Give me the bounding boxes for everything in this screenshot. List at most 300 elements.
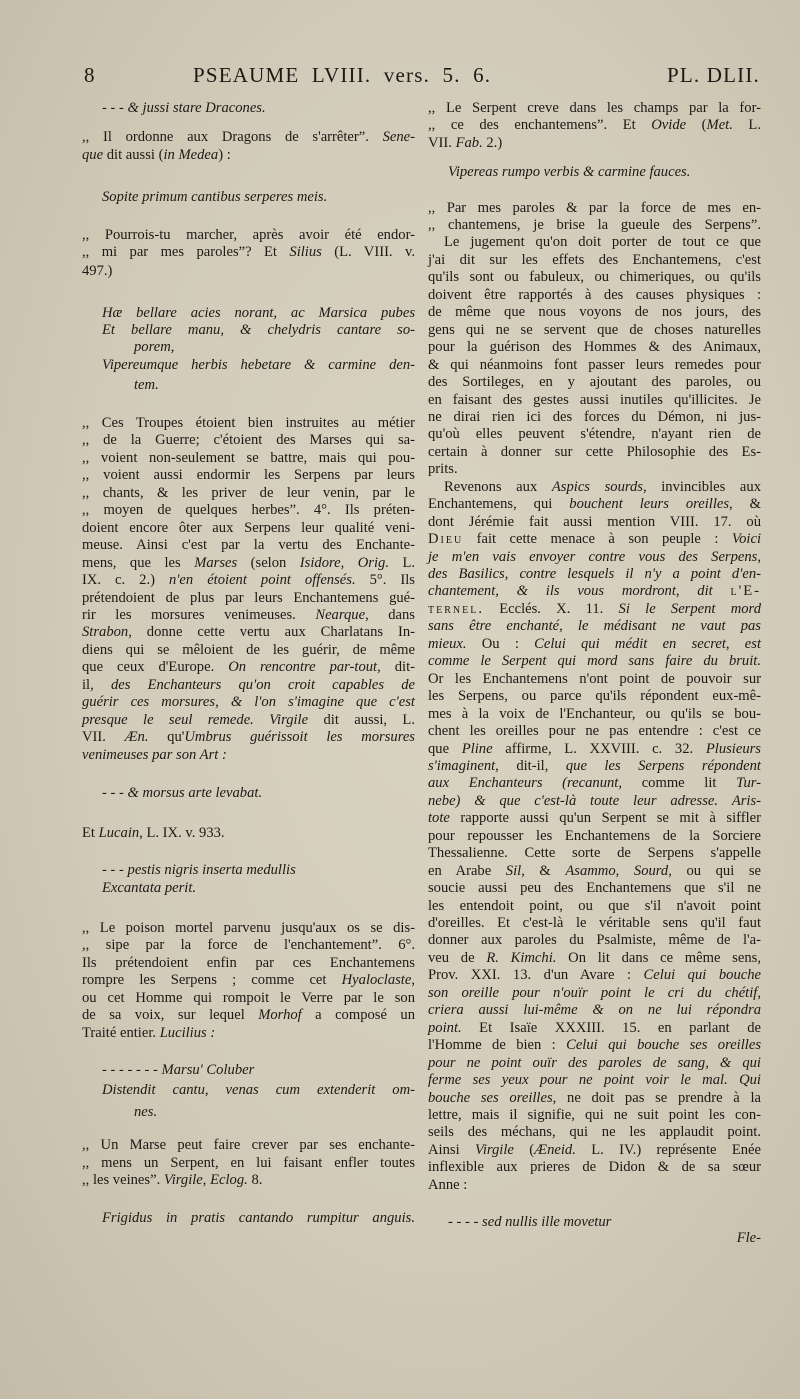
roman-text: qu'où elles peuvent s'étendre, n'ayant rien de [428, 426, 761, 443]
text-line [428, 548, 761, 566]
text-line [428, 1001, 761, 1019]
verse-line [134, 338, 415, 356]
text-line [428, 1141, 761, 1159]
roman-text: (L. VIII. v. [321, 244, 415, 260]
roman-text: ,, mens un Serpent, en lui faisant enfler toutes [82, 1155, 415, 1171]
roman-text: ne dirai rien ici des forces du Démon, ni jus- [428, 408, 761, 425]
roman-text: pour la guérison des Hommes & des Animaux, [428, 339, 761, 356]
verse-line [102, 784, 415, 802]
text-line [428, 862, 761, 880]
text-line [428, 565, 761, 583]
text-line [428, 757, 761, 775]
roman-text: chent les oreilles pour ne pas entendre : c'est ce [428, 723, 761, 740]
roman-text: ( [686, 117, 707, 133]
text-line [428, 356, 761, 374]
italic-text: Frigidus in pratis cantando rumpitur anguis. [102, 1210, 415, 1226]
italic-text: Æneid. [534, 1141, 576, 1158]
text-line [82, 824, 415, 842]
roman-text: des Sortileges, en y ajoutant des paroles, ou [428, 374, 761, 391]
italic-text: Lucain [98, 825, 140, 841]
text-line [82, 971, 415, 989]
roman-text: , dans [365, 606, 415, 623]
text-line [82, 501, 415, 519]
italic-text: Eclog. [210, 1172, 248, 1188]
italic-text: - - - - sed nullis ille movetur [448, 1214, 612, 1230]
italic-text: Vipereumque herbis hebetare & carmine den- [102, 357, 415, 373]
roman-text: ,, voient aussi endormir les Serpens par leurs [82, 467, 415, 484]
roman-text: dit aussi ( [103, 147, 164, 163]
roman-text: ,, Le Serpent creve dans les champs par la for- [428, 100, 761, 116]
italic-text: guérir ces morsures, & l'on s'imagine que c'est [82, 694, 415, 711]
text-line [428, 914, 761, 932]
roman-text: il, [82, 676, 111, 693]
text-line [428, 443, 761, 461]
text-line [428, 617, 761, 635]
italic-text: in Medea [163, 147, 219, 163]
text-line [428, 670, 761, 688]
italic-text: Nearque [315, 606, 366, 623]
italic-text: point. [428, 1019, 462, 1036]
italic-text: bouchent leurs oreilles [569, 496, 730, 513]
text-line [428, 303, 761, 321]
roman-text: , [202, 1172, 211, 1188]
roman-text [713, 583, 731, 599]
roman-text: ,, voient non-seulement se battre, mais qui pou- [82, 449, 415, 466]
roman-text: de même que nous voyons de nos jours, des [428, 304, 761, 321]
italic-text: n'en étoient point offensés. [169, 572, 356, 589]
text-line [428, 1176, 761, 1194]
roman-text: Or les Enchantemens n'ont point de pouvoir sur [428, 670, 761, 687]
roman-text: Le jugement qu'on doit porter de tout ce que [444, 234, 761, 251]
verse-line [102, 356, 415, 374]
italic-text: Distendit cantu, venas cum extenderit om- [102, 1082, 415, 1098]
italic-text: Sourd [633, 862, 669, 879]
text-line [428, 1106, 761, 1124]
italic-text: Tur- [736, 775, 761, 792]
roman-text: dont Jérémie fait aussi mention VIII. 17. où [428, 513, 761, 530]
roman-text: certain à donner sur cette Philosophie des Es- [428, 443, 761, 460]
roman-text: , comme lit [618, 775, 737, 792]
roman-text: Prov. XXI. 13. d'un Avare : [428, 967, 644, 984]
text-line [428, 705, 761, 723]
italic-text: mieux. [428, 635, 467, 652]
roman-text: ,, Un Marse peut faire crever par ses enchante- [82, 1137, 415, 1153]
text-line [428, 251, 761, 269]
text-line [428, 199, 761, 217]
roman-text: ,, chantemens, je brise la gueule des Serpens”. [428, 217, 761, 233]
text-line [82, 484, 415, 502]
roman-text: Ecclés. X. 11. [483, 600, 619, 617]
roman-text: ,, moyen de quelques herbes”. 4°. Ils préten- [82, 502, 415, 519]
roman-text: meuse. Ainsi c'est par la vertu des Enchante- [82, 537, 415, 554]
text-line [82, 589, 415, 607]
plate-number: PL. DLII. [666, 63, 760, 87]
roman-text: On lit dans ce même sens, [556, 949, 761, 966]
text-line [82, 919, 415, 937]
roman-text: Et Isaïe XXXIII. 15. en parlant de [461, 1019, 761, 1036]
italic-text: Virgile [163, 1172, 203, 1188]
italic-text: R. Kimchi. [486, 949, 557, 966]
italic-text: que les Serpens répondent [565, 757, 761, 774]
italic-text: Plusieurs [705, 740, 761, 757]
roman-text: doient encore ôter aux Serpens leur qualité veni- [82, 519, 415, 536]
roman-text: ou cet Homme qui rompoit le Verre par le son [82, 989, 415, 1006]
text-line [428, 792, 761, 810]
italic-text: nes. [134, 1104, 158, 1120]
text-line [428, 338, 761, 356]
italic-text: Celui qui bouche [643, 967, 761, 984]
roman-text: , [340, 554, 358, 571]
text-line [428, 1229, 761, 1247]
text-line [428, 373, 761, 391]
roman-text: gens qui ne se servent que de choses naturelles [428, 321, 761, 338]
text-line [428, 897, 761, 915]
italic-text: porem, [134, 339, 175, 355]
text-line [428, 652, 761, 670]
roman-text: ,, sipe par la force de l'enchantement”. 6°. [82, 937, 415, 954]
roman-text: , & [521, 862, 566, 879]
italic-text: Ovide [651, 117, 687, 133]
text-line [428, 1123, 761, 1141]
text-line [428, 1071, 761, 1089]
roman-text: les entendoit point, ou que s'il n'avoit point [428, 897, 761, 914]
text-line [82, 606, 415, 624]
roman-text: en faisant des gestes aussi inutiles qu'illicites. Je [428, 391, 761, 408]
roman-text: d'oreilles. Et c'est-là le véritable sens qu'il faut [428, 915, 761, 931]
roman-text: ,, mi par mes paroles”? Et [82, 244, 290, 260]
text-line [428, 774, 761, 792]
text-line [428, 809, 761, 827]
italic-text: s'imaginent [428, 757, 496, 774]
text-line [82, 728, 415, 746]
text-line [428, 931, 761, 949]
roman-text: ,, chants, & les priver de leur venin, par le [82, 484, 415, 501]
text-line [82, 536, 415, 554]
roman-text: prits. [428, 461, 458, 478]
verse-line [134, 376, 415, 394]
roman-text: , ne doit pas se prendre à la [552, 1089, 761, 1106]
italic-text: presque le seul remede. [82, 711, 254, 728]
italic-text: que [82, 147, 104, 163]
italic-text: Hæ bellare acies norant, ac Marsica pubes [102, 305, 415, 321]
text-line [428, 879, 761, 897]
roman-text: VII. [82, 729, 125, 746]
text-line [428, 984, 761, 1002]
roman-text: , L. IX. v. 933. [139, 825, 225, 841]
italic-text: Marses [194, 554, 238, 571]
text-line [82, 431, 415, 449]
roman-text: , [411, 972, 415, 989]
text-line [82, 936, 415, 954]
italic-text: nebe) & que c'est-là toute leur adresse. [428, 792, 719, 809]
text-line [428, 949, 761, 967]
verse-line [102, 304, 415, 322]
italic-text: sans être enchanté, le médisant ne vaut pas [428, 618, 761, 635]
text-line [428, 530, 761, 548]
text-line [82, 1006, 415, 1024]
italic-text: Met. [706, 117, 733, 133]
roman-text: Traité entier. [82, 1024, 160, 1041]
roman-text: qu'ils sont ou fabuleux, ou chimeriques, ou qu'ils [428, 269, 761, 286]
italic-text: bouche ses oreilles [428, 1089, 553, 1106]
roman-text: fait cette menace à son peuple : [463, 531, 732, 548]
roman-text: les Serpens, ou parce qu'ils répondent eux-mê- [428, 688, 761, 705]
text-line [82, 519, 415, 537]
roman-text: L. [388, 554, 416, 571]
text-line [428, 495, 761, 513]
italic-text: Isidore [299, 554, 341, 571]
roman-text: Ils prétendoient enfin par ces Enchantemens [82, 954, 415, 971]
roman-text: j'ai dit sur les effets des Enchantemens, c'est [428, 251, 761, 268]
left-column [82, 0, 415, 1300]
roman-text: ( [513, 1141, 535, 1158]
italic-text: Et bellare manu, & chelydris cantare so- [102, 322, 415, 338]
italic-text: Fab. [455, 135, 483, 151]
roman-text: doivent être rapportés à des causes physiques : [428, 286, 761, 303]
text-line [428, 268, 761, 286]
roman-text: rompre les Serpens ; comme cet [82, 972, 342, 989]
text-line [428, 460, 761, 478]
text-line [428, 582, 761, 600]
roman-text: ,, Il ordonne aux Dragons de s'arrêter”. [82, 129, 383, 145]
text-line [428, 286, 761, 304]
text-line [82, 146, 415, 164]
verse-line [102, 861, 415, 879]
small-caps-text: l'E- [730, 583, 761, 600]
text-line [82, 571, 415, 589]
text-line [82, 989, 415, 1007]
text-line [82, 243, 415, 261]
text-line [428, 99, 761, 117]
text-line [82, 414, 415, 432]
italic-text: tem. [134, 377, 159, 393]
text-line [428, 740, 761, 758]
italic-text: Fle- [736, 1230, 761, 1246]
italic-text: Excantata perit. [102, 880, 197, 896]
italic-text: des Enchanteurs qu'on croit capables de [110, 676, 415, 693]
italic-text: Sene- [382, 129, 415, 145]
roman-text: veu de [428, 949, 487, 966]
text-line [428, 321, 761, 339]
text-line [82, 1171, 415, 1189]
text-line [82, 623, 415, 641]
roman-text: ,, Ces Troupes étoient bien instruites au métier [82, 415, 415, 431]
roman-text: Ainsi [428, 1141, 475, 1158]
roman-text [718, 793, 732, 809]
text-line [428, 116, 761, 134]
italic-text: Orig. [357, 554, 389, 571]
text-line [428, 216, 761, 234]
italic-text: - - - pestis nigris inserta medullis [102, 862, 296, 878]
text-line [444, 233, 761, 251]
italic-text: comme le Serpent qui mord sans faire du bruit. [428, 653, 761, 670]
text-line [82, 262, 415, 280]
roman-text: 2.) [482, 135, 503, 151]
verse-line [102, 1061, 415, 1079]
italic-text: criera aussi lui-même & on ne lui répondra [428, 1002, 761, 1019]
italic-text: On rencontre par-tout [228, 659, 378, 676]
italic-text: Virgile [269, 711, 309, 728]
roman-text: 8. [247, 1172, 263, 1188]
roman-text: , dit- [377, 659, 415, 676]
text-line [428, 844, 761, 862]
roman-text: ,, les veines”. [82, 1172, 164, 1188]
italic-text: - - - & morsus arte levabat. [102, 785, 263, 801]
roman-text: affirme, L. XXVIII. c. 32. [492, 740, 706, 757]
italic-text: Celui qui bouche ses oreilles [566, 1037, 761, 1054]
roman-text: mens, que les [82, 554, 195, 571]
text-line [428, 1089, 761, 1107]
roman-text: , [615, 862, 634, 879]
roman-text: pour repousser les Enchantemens de la Sorciere [428, 827, 761, 844]
italic-text: - - - & jussi stare Dracones. [102, 100, 266, 116]
roman-text: rapporte aussi qu'un Serpent se mit à siffler [449, 810, 761, 827]
roman-text: inflexible aux prieres de Didon & de sa sœur [428, 1159, 761, 1176]
roman-text: Enchantemens, qui [428, 496, 570, 513]
italic-text: Strabon [82, 624, 129, 641]
text-line [428, 513, 761, 531]
roman-text: en Arabe [428, 862, 506, 879]
italic-text: - - - - - - - Marsu' Coluber [102, 1062, 255, 1078]
italic-text: son oreille pour n'ouïr point le cri du chétif, [428, 984, 761, 1001]
italic-text: Aris- [731, 792, 761, 809]
roman-text: & qui néanmoins font passer leurs remedes pour [428, 356, 761, 373]
text-line [428, 391, 761, 409]
roman-text: L. IV.) représente Enée [575, 1141, 761, 1158]
text-line [82, 676, 415, 694]
verse-line [102, 1081, 415, 1099]
roman-text: , & [729, 496, 761, 513]
text-line [82, 658, 415, 676]
text-line [82, 1024, 415, 1042]
verse-line [134, 1103, 415, 1121]
roman-text: , invincibles aux [642, 478, 761, 495]
italic-text: Celui qui médit en secret, est [534, 635, 761, 652]
verse-line [102, 1209, 415, 1227]
text-line [428, 600, 761, 618]
roman-text: l'Homme de bien : [428, 1037, 567, 1054]
roman-text: Anne : [428, 1176, 468, 1193]
text-line [428, 1054, 761, 1072]
roman-text: ,, Le poison mortel parvenu jusqu'aux os se dis- [82, 920, 415, 936]
text-line [82, 954, 415, 972]
text-line [82, 128, 415, 146]
verse-line [102, 879, 415, 897]
roman-text: , ou qui se [668, 862, 762, 879]
text-line [82, 693, 415, 711]
roman-text: Et [82, 825, 99, 841]
roman-text: dit aussi, L. [308, 711, 415, 728]
small-caps-text: ternel. [428, 600, 484, 617]
italic-text: Pline [461, 740, 493, 757]
text-line [428, 722, 761, 740]
roman-text: ) : [218, 147, 231, 163]
roman-text: , donne cette vertu aux Charlatans In- [128, 624, 415, 641]
roman-text: ,, Pourrois-tu marcher, après avoir été endor- [82, 227, 415, 243]
italic-text: Si le Serpent mord [618, 600, 761, 617]
roman-text: ,, Par mes paroles & par la force de mes en- [428, 200, 761, 216]
roman-text: Revenons aux [444, 478, 552, 495]
verse-line [102, 99, 415, 117]
text-line [82, 1136, 415, 1154]
italic-text: aux Enchanteurs (recanunt [428, 775, 619, 792]
italic-text: Virgile [474, 1141, 514, 1158]
roman-text: soucie aussi peu des Enchantemens que s'il ne [428, 880, 761, 897]
text-line [82, 711, 415, 729]
italic-text: Morhof [258, 1007, 302, 1024]
roman-text: (selon [237, 554, 300, 571]
roman-text: mes à la voix de l'Enchanteur, ou qu'ils se bou- [428, 705, 761, 722]
roman-text: 5°. Ils [355, 572, 415, 589]
italic-text: Aspics sourds [551, 478, 643, 495]
roman-text: ,, ce des enchantemens”. Et [428, 117, 652, 133]
text-line [428, 827, 761, 845]
italic-text: ferme ses yeux pour ne point voir le mal. Qui [428, 1072, 761, 1089]
roman-text: prétendoient de plus par leurs Enchantemens gué- [82, 589, 415, 606]
roman-text: que [428, 740, 462, 757]
roman-text: 497.) [82, 263, 113, 279]
italic-text: je m'en vais envoyer contre vous des Serpens, [428, 548, 761, 565]
text-line [82, 746, 415, 764]
italic-text: Sopite primum cantibus serperes meis. [102, 189, 328, 205]
text-line [428, 134, 761, 152]
text-line [428, 687, 761, 705]
italic-text: tote [428, 810, 450, 827]
italic-text: Silius [289, 244, 322, 260]
roman-text: qu' [148, 729, 185, 746]
text-line [428, 1019, 761, 1037]
text-line [82, 554, 415, 572]
roman-text: Thessalienne. Cette sorte de Serpens s'appelle [428, 845, 761, 862]
roman-text: donner aux paroles du Psalmiste, même de l'a- [428, 932, 761, 949]
roman-text: , dit-il, [495, 757, 566, 774]
text-line [428, 425, 761, 443]
text-line [444, 478, 761, 496]
text-line [82, 641, 415, 659]
text-line [428, 966, 761, 984]
roman-text: seils des méchans, qui ne les applaudit point. [428, 1124, 761, 1141]
italic-text: Lucilius : [159, 1024, 216, 1041]
page-number: 8 [84, 63, 96, 87]
verse-line [102, 188, 415, 206]
italic-text: Hyaloclaste [341, 972, 412, 989]
text-line [82, 449, 415, 467]
roman-text: rir les morsures venimeuses. [82, 606, 316, 623]
roman-text: de sa voix, sur lequel [82, 1007, 259, 1024]
roman-text: Ou : [466, 635, 535, 652]
italic-text: venimeuses par son Art : [82, 746, 227, 763]
italic-text: Voici [731, 531, 761, 548]
text-line [82, 226, 415, 244]
right-column [428, 0, 761, 1300]
italic-text: Sil [505, 862, 522, 879]
roman-text: que ceux d'Europe. [82, 659, 229, 676]
roman-text: VII. [428, 135, 456, 151]
italic-text: Vipereas rumpo verbis & carmine fauces. [448, 164, 691, 180]
small-caps-text: Dieu [428, 531, 464, 548]
italic-text: Asammo [565, 862, 616, 879]
roman-text: diens qui se mêloient de les guérir, de même [82, 641, 415, 658]
italic-text: Umbrus guérissoit les morsures [184, 729, 415, 746]
roman-text: ,, de la Guerre; c'étoient des Marses qui sa- [82, 432, 415, 449]
text-line [82, 1154, 415, 1172]
verse-line [102, 321, 415, 339]
text-line [428, 1036, 761, 1054]
italic-text: Æn. [124, 729, 149, 746]
text-line [428, 408, 761, 426]
roman-text: IX. c. 2.) [82, 572, 169, 589]
italic-text: chantement, & ils vous mordront, dit [428, 583, 713, 600]
